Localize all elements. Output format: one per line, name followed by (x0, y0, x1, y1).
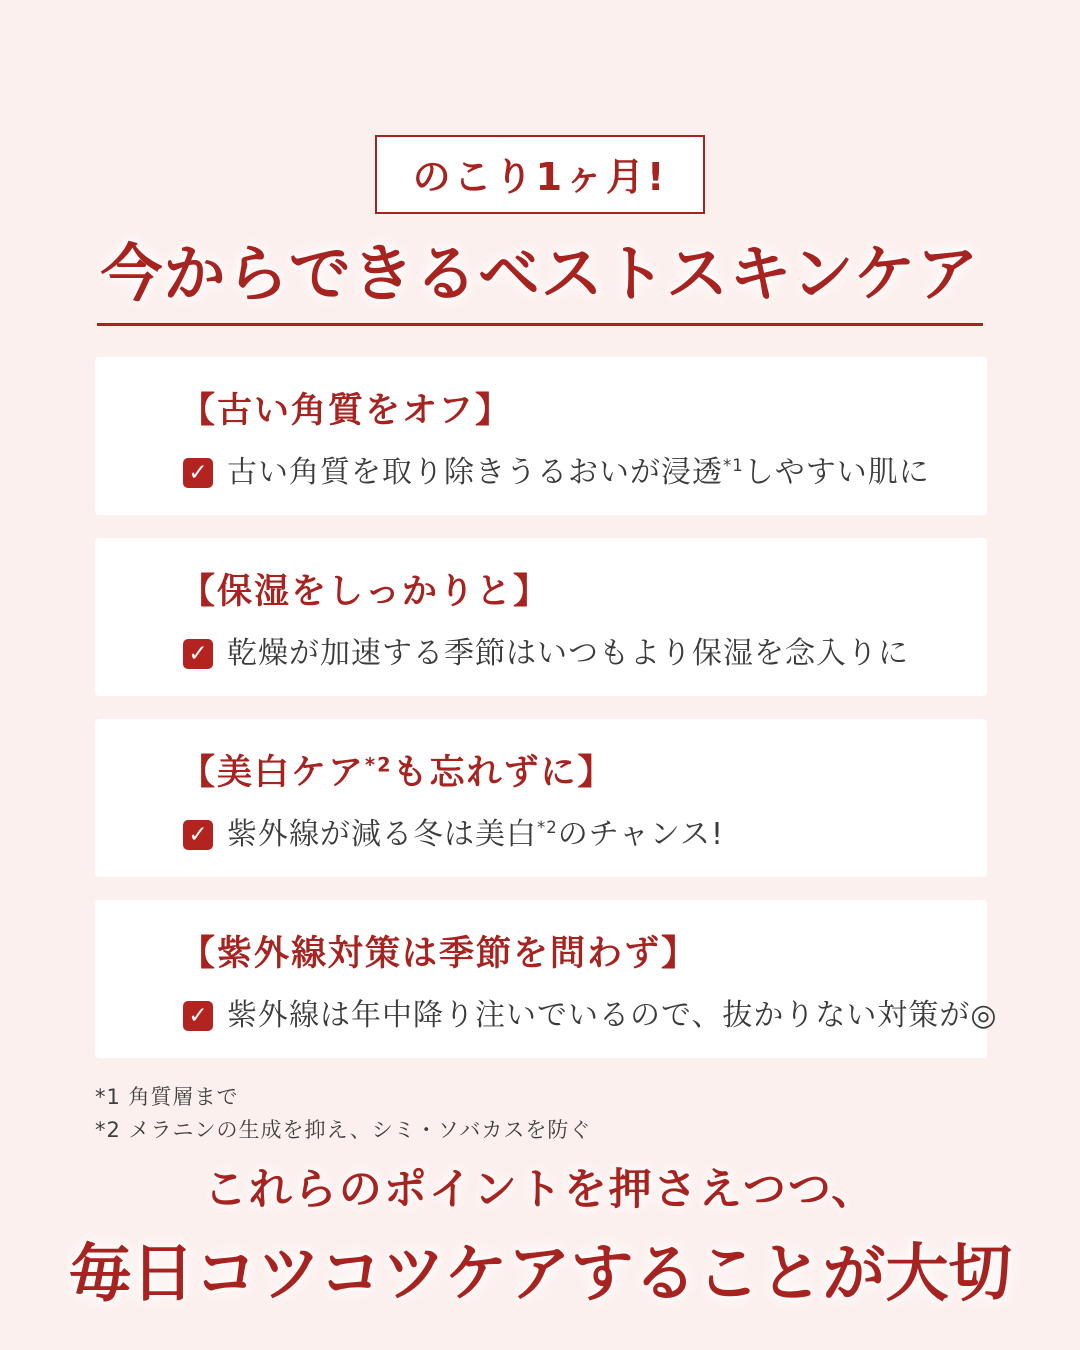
title-row (0, 224, 1080, 326)
tips-card-whitening (95, 719, 987, 877)
tips-card-uv-protection (95, 900, 998, 1058)
tips-card-list (95, 357, 998, 1058)
checklist-text: 乾燥が加速する季節はいつもより保湿を念入りに (227, 636, 909, 671)
checklist-text: 古い角質を取り除きうるおいが浸透$^{*1}$しやすい肌に (227, 455, 930, 490)
page-title: 今からできるベストスキンケア (97, 224, 984, 326)
checkbox-icon: ✓ (183, 820, 213, 850)
card-heading: 【保湿をしっかりと】 (180, 572, 551, 612)
tips-card-exfoliate (95, 357, 987, 515)
checklist-text: 紫外線は年中降り注いでいるので、抜かりない対策が◎ (227, 998, 998, 1033)
closing-line-1: これらのポイントを押さえつつ、 (203, 1165, 877, 1216)
checklist-item (183, 635, 967, 673)
card-heading: 【紫外線対策は季節を問わず】 (180, 934, 699, 974)
footnote-line: *2 メラニンの生成を抑え、シミ・ソバカスを防ぐ (95, 1117, 592, 1142)
card-heading: 【美白ケア$^{*2}$も忘れずに】 (180, 753, 615, 793)
closing-message (0, 1156, 1080, 1314)
closing-line-2: 毎日コツコツケアすることが大切 (68, 1237, 1012, 1311)
checkbox-icon: ✓ (183, 639, 213, 669)
checkbox-icon: ✓ (183, 458, 213, 488)
card-heading: 【古い角質をオフ】 (180, 391, 512, 431)
checklist-text: 紫外線が減る冬は美白$^{*2}$のチャンス! (227, 817, 724, 852)
checkbox-icon: ✓ (183, 1001, 213, 1031)
checklist-item (183, 816, 967, 854)
footnote-line: *1 角質層まで (95, 1085, 239, 1109)
checklist-item (183, 454, 967, 492)
remaining-time-badge: のこり1ヶ月! (375, 135, 706, 214)
badge-row (0, 135, 1080, 214)
tips-card-moisturize (95, 538, 987, 696)
footnotes (95, 1081, 1080, 1146)
checklist-item (183, 997, 998, 1035)
